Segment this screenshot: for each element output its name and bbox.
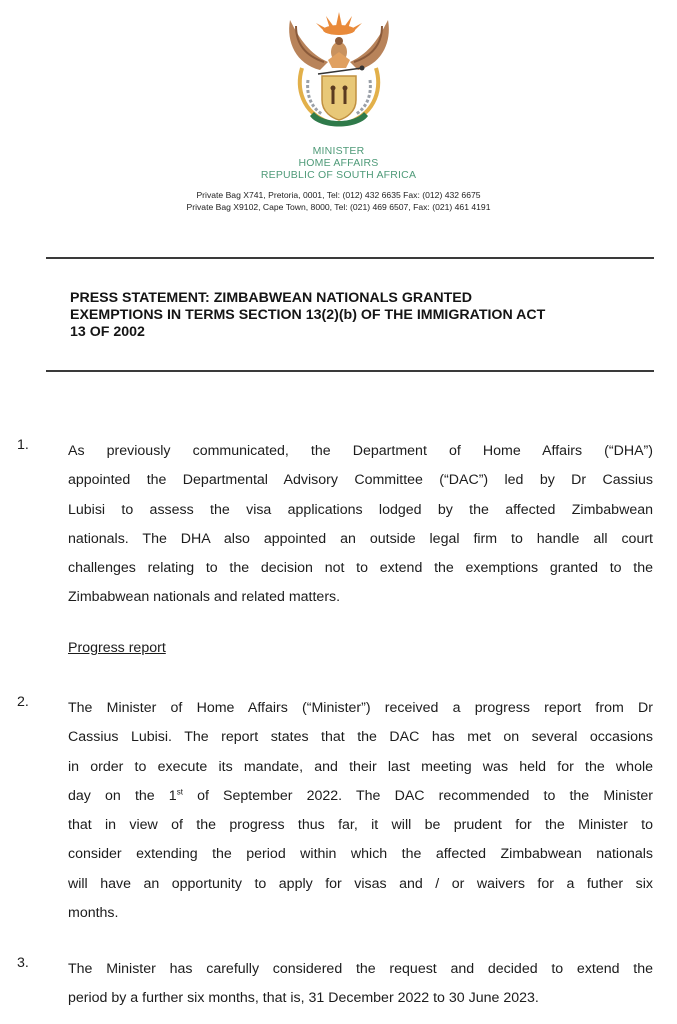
text-line: Cassius Lubisi. The report states that the DAC has met on several occasions (68, 729, 653, 746)
paragraph-number: 3. (17, 955, 29, 971)
divider-top (46, 257, 654, 259)
title-line: EXEMPTIONS IN TERMS SECTION 13(2)(b) OF THE IMMIGRATION ACT (70, 307, 546, 323)
address-pretoria: Private Bag X741, Pretoria, 0001, Tel: (012) 432 6635 Fax: (012) 432 6675 (196, 190, 481, 200)
paragraph-number: 2. (17, 694, 29, 710)
text-line: The Minister of Home Affairs (“Minister”) received a progress report from Dr (68, 700, 653, 716)
text-fragment: of September 2022. The DAC recommended to the Minister (182, 787, 654, 804)
text-line: Zimbabwean nationals and related matters. (68, 589, 341, 606)
text-line: nationals. The DHA also appointed an outside legal firm to handle all court (68, 530, 653, 547)
text-line: period by a further six months, that is, 31 December 2022 to 30 June 2023. (68, 990, 539, 1007)
paragraph-number: 1. (17, 437, 29, 453)
address-cape-town: Private Bag X9102, Cape Town, 8000, Tel: (021) 469 6507, Fax: (021) 461 4191 (186, 202, 491, 212)
press-statement-title (70, 290, 650, 341)
text-line: in order to execute its mandate, and their last meeting was held for the whole (68, 758, 653, 775)
coat-of-arms-icon (280, 8, 398, 132)
paragraph-text (68, 955, 653, 1014)
subheading-progress-report: Progress report (68, 640, 166, 656)
letterhead-title-country: REPUBLIC OF SOUTH AFRICA (260, 169, 417, 181)
text-line: Lubisi to assess the visa applications lodged by the affected Zimbabwean (68, 501, 653, 518)
text-line: appointed the Departmental Advisory Committee (“DAC”) led by Dr Cassius (68, 472, 653, 489)
text-line (68, 782, 653, 811)
text-fragment: day on the 1 (68, 787, 177, 804)
text-line: challenges relating to the decision not to extend the exemptions granted to the (68, 560, 653, 577)
letterhead-title-department: HOME AFFAIRS (298, 157, 379, 169)
paragraph-text (68, 437, 653, 613)
text-line: consider extending the period within which the affected Zimbabwean nationals (68, 846, 653, 863)
text-line: As previously communicated, the Department of Home Affairs (“DHA”) (68, 443, 653, 459)
ordinal-suffix: st (176, 787, 183, 797)
title-line: 13 OF 2002 (70, 324, 145, 340)
title-line: PRESS STATEMENT: ZIMBABWEAN NATIONALS GRANTED (70, 290, 472, 306)
text-line: The Minister has carefully considered the request and decided to extend the (68, 961, 653, 977)
text-line: months. (68, 905, 119, 922)
divider-bottom (46, 370, 654, 372)
text-line: will have an opportunity to apply for visas and / or waivers for a futher six (68, 875, 653, 892)
text-line: that in view of the progress thus far, it will be prudent for the Minister to (68, 817, 653, 834)
letterhead-title-minister: MINISTER (312, 145, 365, 157)
paragraph-text (68, 694, 653, 928)
